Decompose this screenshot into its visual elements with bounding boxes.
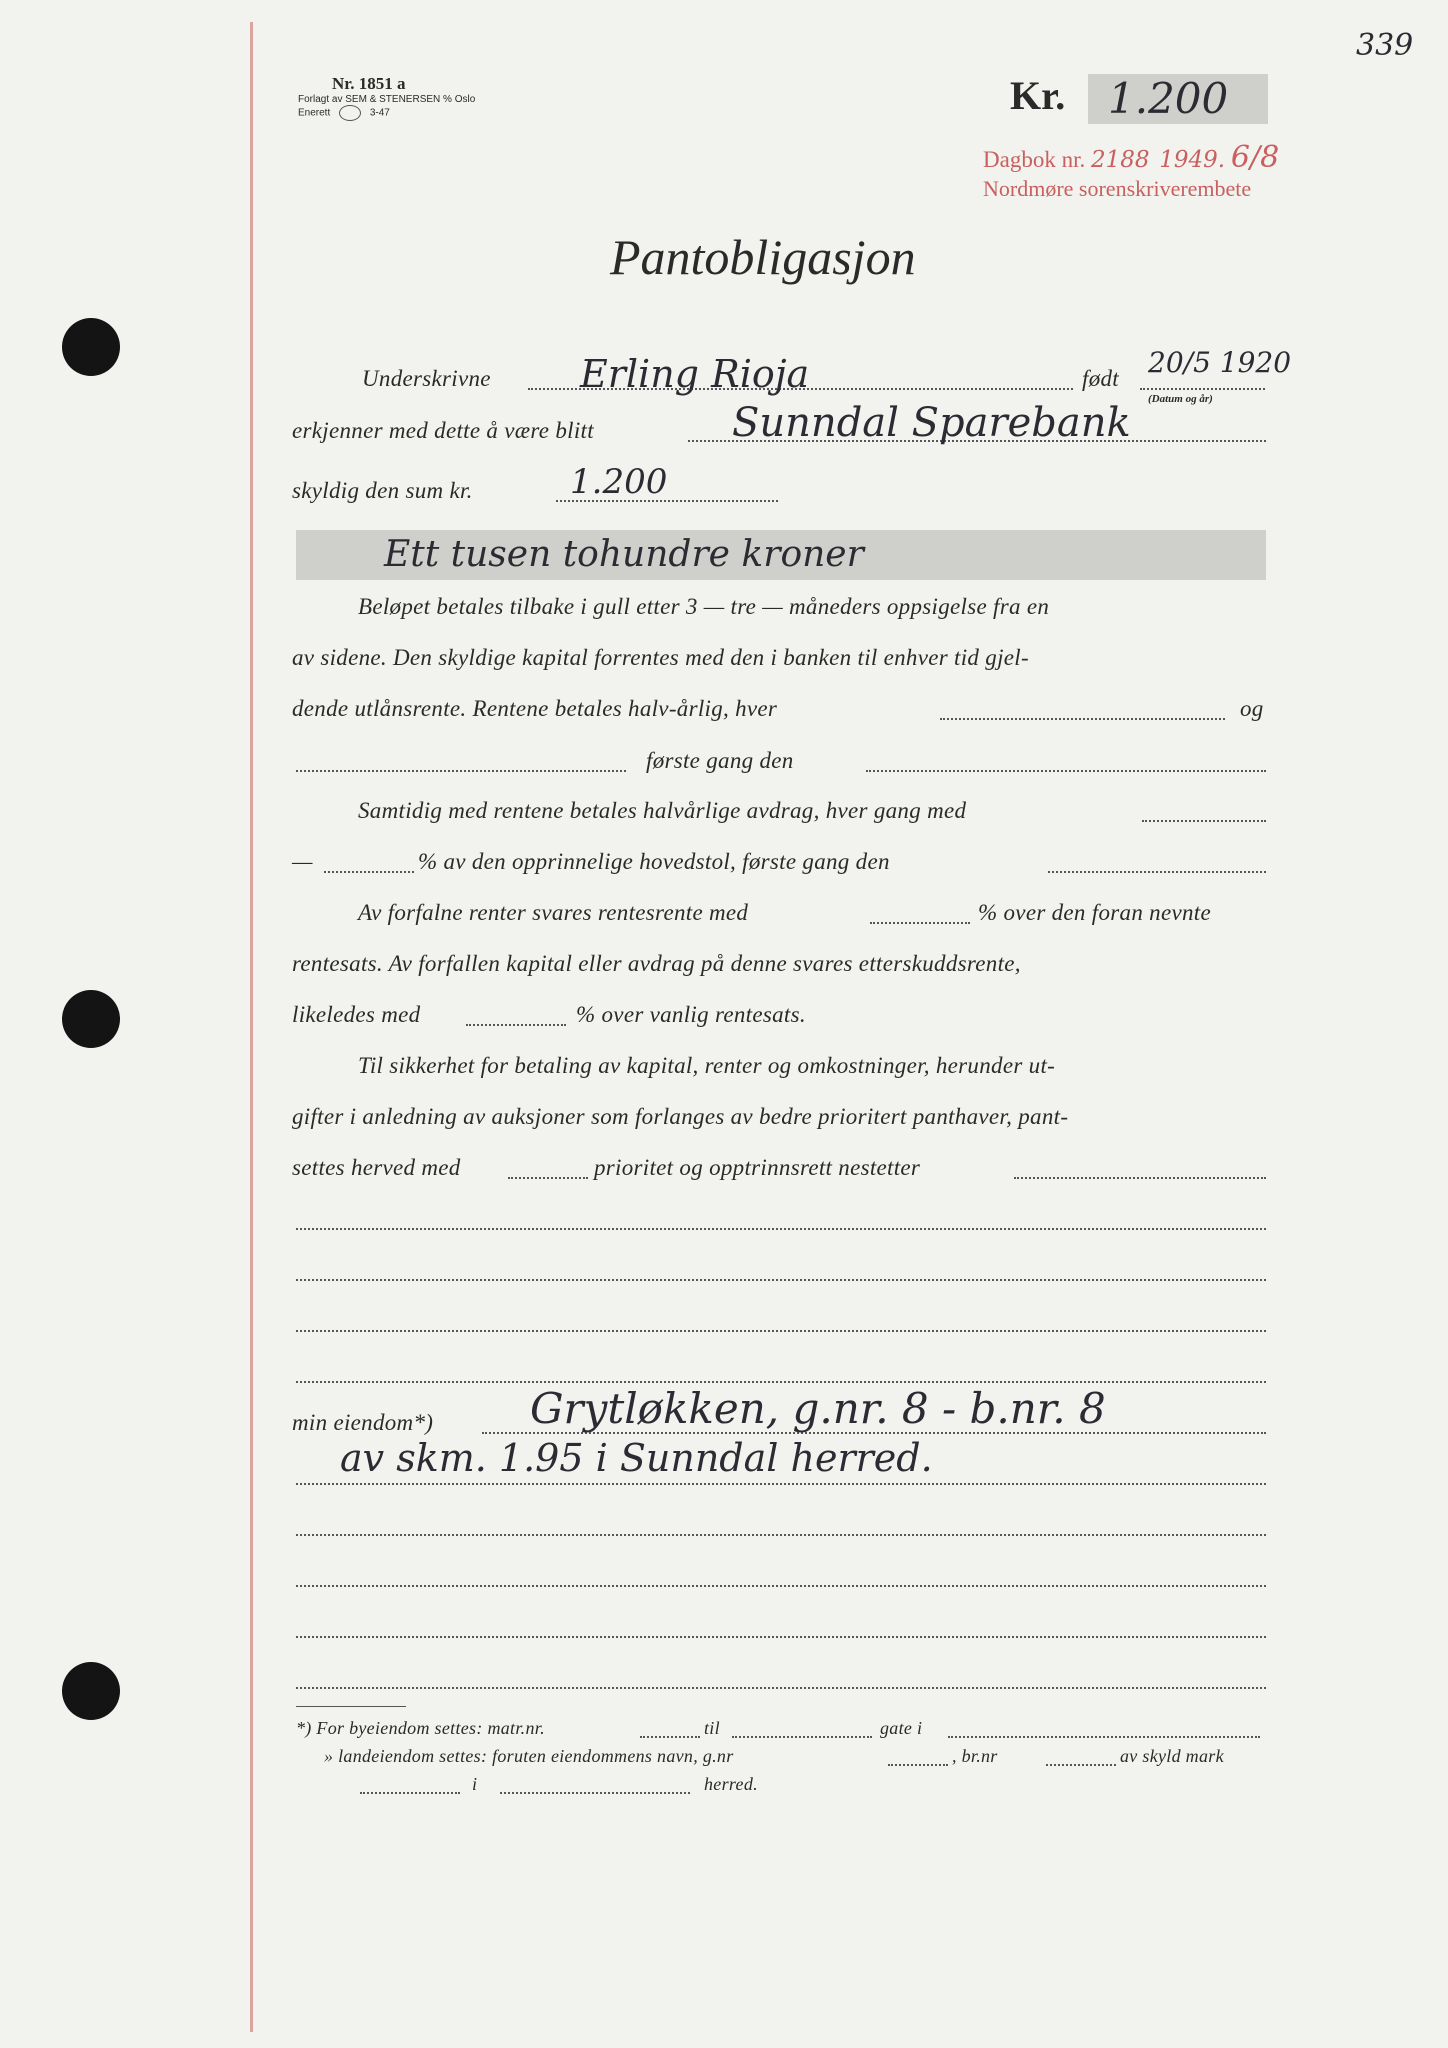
creditor-label: erkjenner med dette å være blitt <box>292 418 594 443</box>
footnote-line3-end: herred. <box>704 1774 758 1794</box>
dagbok-date: 6/8 <box>1230 140 1280 175</box>
undersigned-signature: Erling Rioja <box>580 352 810 396</box>
footnote-line2-end: av skyld mark <box>1120 1746 1224 1766</box>
publisher-logo-icon <box>339 105 361 121</box>
footnote-dots <box>1046 1762 1116 1766</box>
dagbok-stamp <box>983 140 1279 175</box>
footnote-line2: » landeiendom settes: foruten eiendommens navn, g.nr <box>324 1746 734 1766</box>
sum-value: 1.200 <box>570 462 668 502</box>
footnote-dots <box>500 1790 690 1794</box>
installment-pct-line <box>324 869 414 873</box>
footnote-dots <box>948 1734 1260 1738</box>
born-line <box>1140 386 1265 390</box>
footnote-dots <box>888 1762 948 1766</box>
p2-line2-dash: — <box>292 849 313 874</box>
form-number: Nr. 1851 a <box>332 74 406 93</box>
interest-dates-line <box>940 716 1225 720</box>
p3-line1-end: % over den foran nevnte <box>978 900 1211 925</box>
installment-date-line <box>1048 869 1266 873</box>
sum-label: skyldig den sum kr. <box>292 478 473 503</box>
undersigned-label: Underskrivne <box>362 366 491 391</box>
p2-line2: % av den opprinnelige hovedstol, første gang den <box>418 849 890 874</box>
footnote-rule <box>296 1706 406 1707</box>
punch-hole <box>62 1662 120 1720</box>
blank-line <box>296 1685 1266 1689</box>
form-date-code: 3-47 <box>369 107 390 119</box>
late-pct-line <box>466 1022 566 1026</box>
dagbok-year: 1949. <box>1159 147 1226 173</box>
blank-line <box>296 1583 1266 1587</box>
sum-words: Ett tusen tohundre kroner <box>384 534 864 575</box>
p1-line3-end: og <box>1240 696 1264 721</box>
footnote-line1: *) For byeiendom settes: matr.nr. <box>296 1718 545 1738</box>
punch-hole <box>62 318 120 376</box>
footnote-line1-end: gate i <box>880 1718 923 1738</box>
footnote-dots <box>360 1790 460 1794</box>
blank-line <box>296 1328 1266 1332</box>
footnote-line3: i <box>472 1774 478 1794</box>
born-label: født <box>1082 366 1119 391</box>
footnote-line1-mid: til <box>704 1718 720 1738</box>
born-hint: (Datum og år) <box>1148 393 1213 405</box>
margin-rule <box>250 22 253 2032</box>
blank-line <box>296 1226 1266 1230</box>
creditor-value: Sunndal Sparebank <box>732 400 1131 446</box>
property-value2: av skm. 1.95 i Sunndal herred. <box>340 1436 933 1480</box>
amount-label: Kr. <box>1010 73 1066 118</box>
p3-line3-end: % over vanlig rentesats. <box>576 1002 806 1027</box>
p2-line1: Samtidig med rentene betales halvårlige avdrag, hver gang med <box>358 798 967 823</box>
blank-line <box>296 1532 1266 1536</box>
p3-line1: Av forfalne renter svares rentesrente med <box>358 900 749 925</box>
page-number: 339 <box>1356 28 1414 63</box>
footnote-line2-mid: , br.nr <box>952 1746 998 1766</box>
dagbok-number: 2188 <box>1090 147 1150 173</box>
office-stamp: Nordmøre sorenskriverembete <box>983 176 1252 201</box>
p4-line3-mid: prioritet og opptrinnsrett nestetter <box>594 1155 921 1180</box>
form-header <box>298 74 475 121</box>
blank-line <box>296 1277 1266 1281</box>
property-value1: Grytløkken, g.nr. 8 - b.nr. 8 <box>530 1384 1106 1433</box>
p3-line3: likeledes med <box>292 1002 421 1027</box>
property-line2 <box>296 1481 1266 1485</box>
priority-line <box>508 1175 588 1179</box>
punch-hole <box>62 990 120 1048</box>
blank-line <box>296 1379 1266 1383</box>
p1-line1: Beløpet betales tilbake i gull etter 3 — tre — måneders oppsigelse fra en <box>358 594 1050 619</box>
p4-line2: gifter i anledning av auksjoner som forlanges av bedre prioritert panthaver, pant- <box>292 1104 1069 1129</box>
p1-line3: dende utlånsrente. Rentene betales halv-årlig, hver <box>292 696 778 721</box>
footnote-dots <box>640 1734 700 1738</box>
p4-line1: Til sikkerhet for betaling av kapital, renter og omkostninger, herunder ut- <box>358 1053 1056 1078</box>
form-publisher: Forlagt av SEM & STENERSEN % Oslo <box>298 93 476 105</box>
p1-line4: første gang den <box>646 748 794 773</box>
footnote-dots <box>732 1734 872 1738</box>
installment-line <box>1142 818 1266 822</box>
penalty-pct-line <box>870 920 970 924</box>
document-title: Pantobligasjon <box>610 229 916 285</box>
amount-value: 1.200 <box>1108 74 1229 123</box>
born-value: 20/5 1920 <box>1148 346 1292 379</box>
property-label: min eiendom*) <box>292 1410 434 1435</box>
p1-line2: av sidene. Den skyldige kapital forrentes med den i banken til enhver tid gjel- <box>292 645 1029 670</box>
priority-after-line <box>1014 1175 1266 1179</box>
blank-line <box>296 1634 1266 1638</box>
dagbok-label: Dagbok nr. <box>983 147 1086 172</box>
first-date-line <box>866 768 1266 772</box>
p3-line2: rentesats. Av forfallen kapital eller avdrag på denne svares etterskuddsrente, <box>292 951 1021 976</box>
p4-line3: settes herved med <box>292 1155 461 1180</box>
interest-dates-line2 <box>296 768 626 772</box>
form-rights: Enerett <box>298 107 331 119</box>
